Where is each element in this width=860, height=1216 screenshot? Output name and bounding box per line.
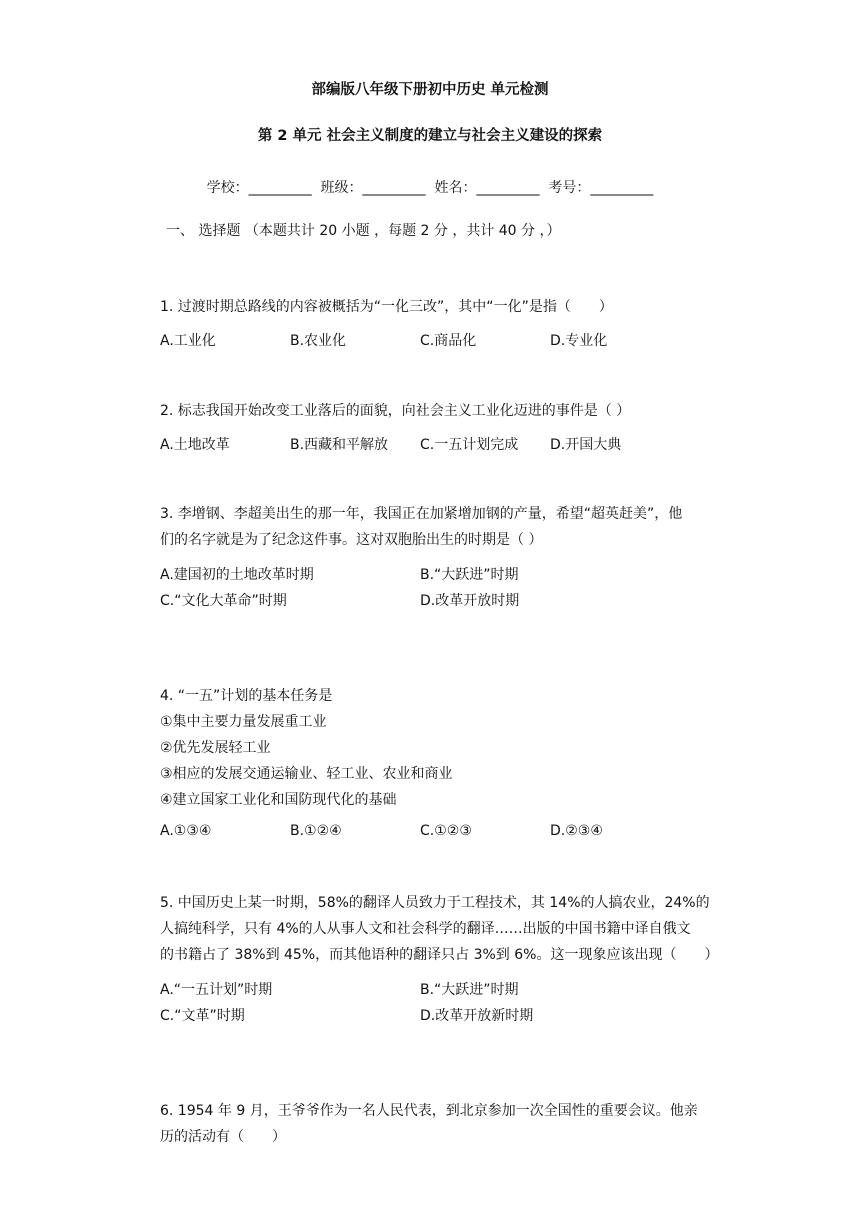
- option-c: C.“文革”时期: [160, 1008, 245, 1024]
- statement-3: ③相应的发展交通运输业、轻工业、农业和商业: [160, 766, 453, 782]
- option-b: B.“大跃进”时期: [420, 982, 519, 998]
- option-d: D.开国大典: [550, 437, 622, 453]
- option-d: D.改革开放时期: [420, 593, 520, 609]
- question-stem-line-2: 历的活动有（ ）: [160, 1129, 286, 1145]
- option-c: C.①②③: [420, 823, 472, 839]
- question-stem-line-1: 6. 1954 年 9 月，王爷爷作为一名人民代表，到北京参加一次全国性的重要会议。他亲: [160, 1103, 698, 1119]
- question-stem-line-2: 人搞纯科学，只有 4%的人从事人文和社会科学的翻译……出版的中国书籍中译自俄文: [160, 921, 691, 937]
- option-b: B.农业化: [290, 333, 347, 349]
- question-stem: 1. 过渡时期总路线的内容被概括为“一化三改”，其中“一化”是指（ ）: [160, 299, 613, 315]
- option-d: D.②③④: [550, 823, 603, 839]
- document-title: 部编版八年级下册初中历史 单元检测: [311, 82, 549, 98]
- student-info-line: 学校：_________ 班级：_________ 姓名：_________ 考号：_________: [206, 180, 654, 196]
- option-b: B.①②④: [290, 823, 342, 839]
- option-a: A.“一五计划”时期: [160, 982, 273, 998]
- unit-subtitle: 第 2 单元 社会主义制度的建立与社会主义建设的探索: [257, 128, 603, 144]
- statement-2: ②优先发展轻工业: [160, 740, 271, 756]
- option-c: C.“文化大革命”时期: [160, 593, 287, 609]
- section-heading: 一、 选择题 （本题共计 20 小题 ，每题 2 分 ，共计 40 分 ，）: [166, 223, 561, 239]
- question-stem: 2. 标志我国开始改变工业落后的面貌，向社会主义工业化迈进的事件是（ ）: [160, 403, 631, 419]
- statement-4: ④建立国家工业化和国防现代化的基础: [160, 792, 397, 808]
- option-d: D.专业化: [550, 333, 608, 349]
- question-stem-line-1: 3. 李增钢、李超美出生的那一年，我国正在加紧增加钢的产量，希望“超英赶美”，他: [160, 506, 683, 522]
- question-stem-line-1: 5. 中国历史上某一时期，58%的翻译人员致力于工程技术，其 14%的人搞农业，24%的: [160, 895, 710, 911]
- question-stem-line-2: 们的名字就是为了纪念这件事。这对双胞胎出生的时期是（ ）: [160, 532, 543, 548]
- option-a: A.建国初的土地改革时期: [160, 567, 314, 583]
- option-b: B.“大跃进”时期: [420, 567, 519, 583]
- option-c: C.一五计划完成: [420, 437, 519, 453]
- option-a: A.①③④: [160, 823, 212, 839]
- option-d: D.改革开放新时期: [420, 1008, 534, 1024]
- question-stem-line-3: 的书籍占了 38%到 45%，而其他语种的翻译只占 3%到 6%。这一现象应该出现（ ）: [160, 947, 719, 963]
- option-a: A.土地改革: [160, 437, 230, 453]
- question-stem: 4. “一五”计划的基本任务是: [160, 688, 333, 704]
- option-c: C.商品化: [420, 333, 477, 349]
- statement-1: ①集中主要力量发展重工业: [160, 714, 327, 730]
- option-b: B.西藏和平解放: [290, 437, 389, 453]
- option-a: A.工业化: [160, 333, 216, 349]
